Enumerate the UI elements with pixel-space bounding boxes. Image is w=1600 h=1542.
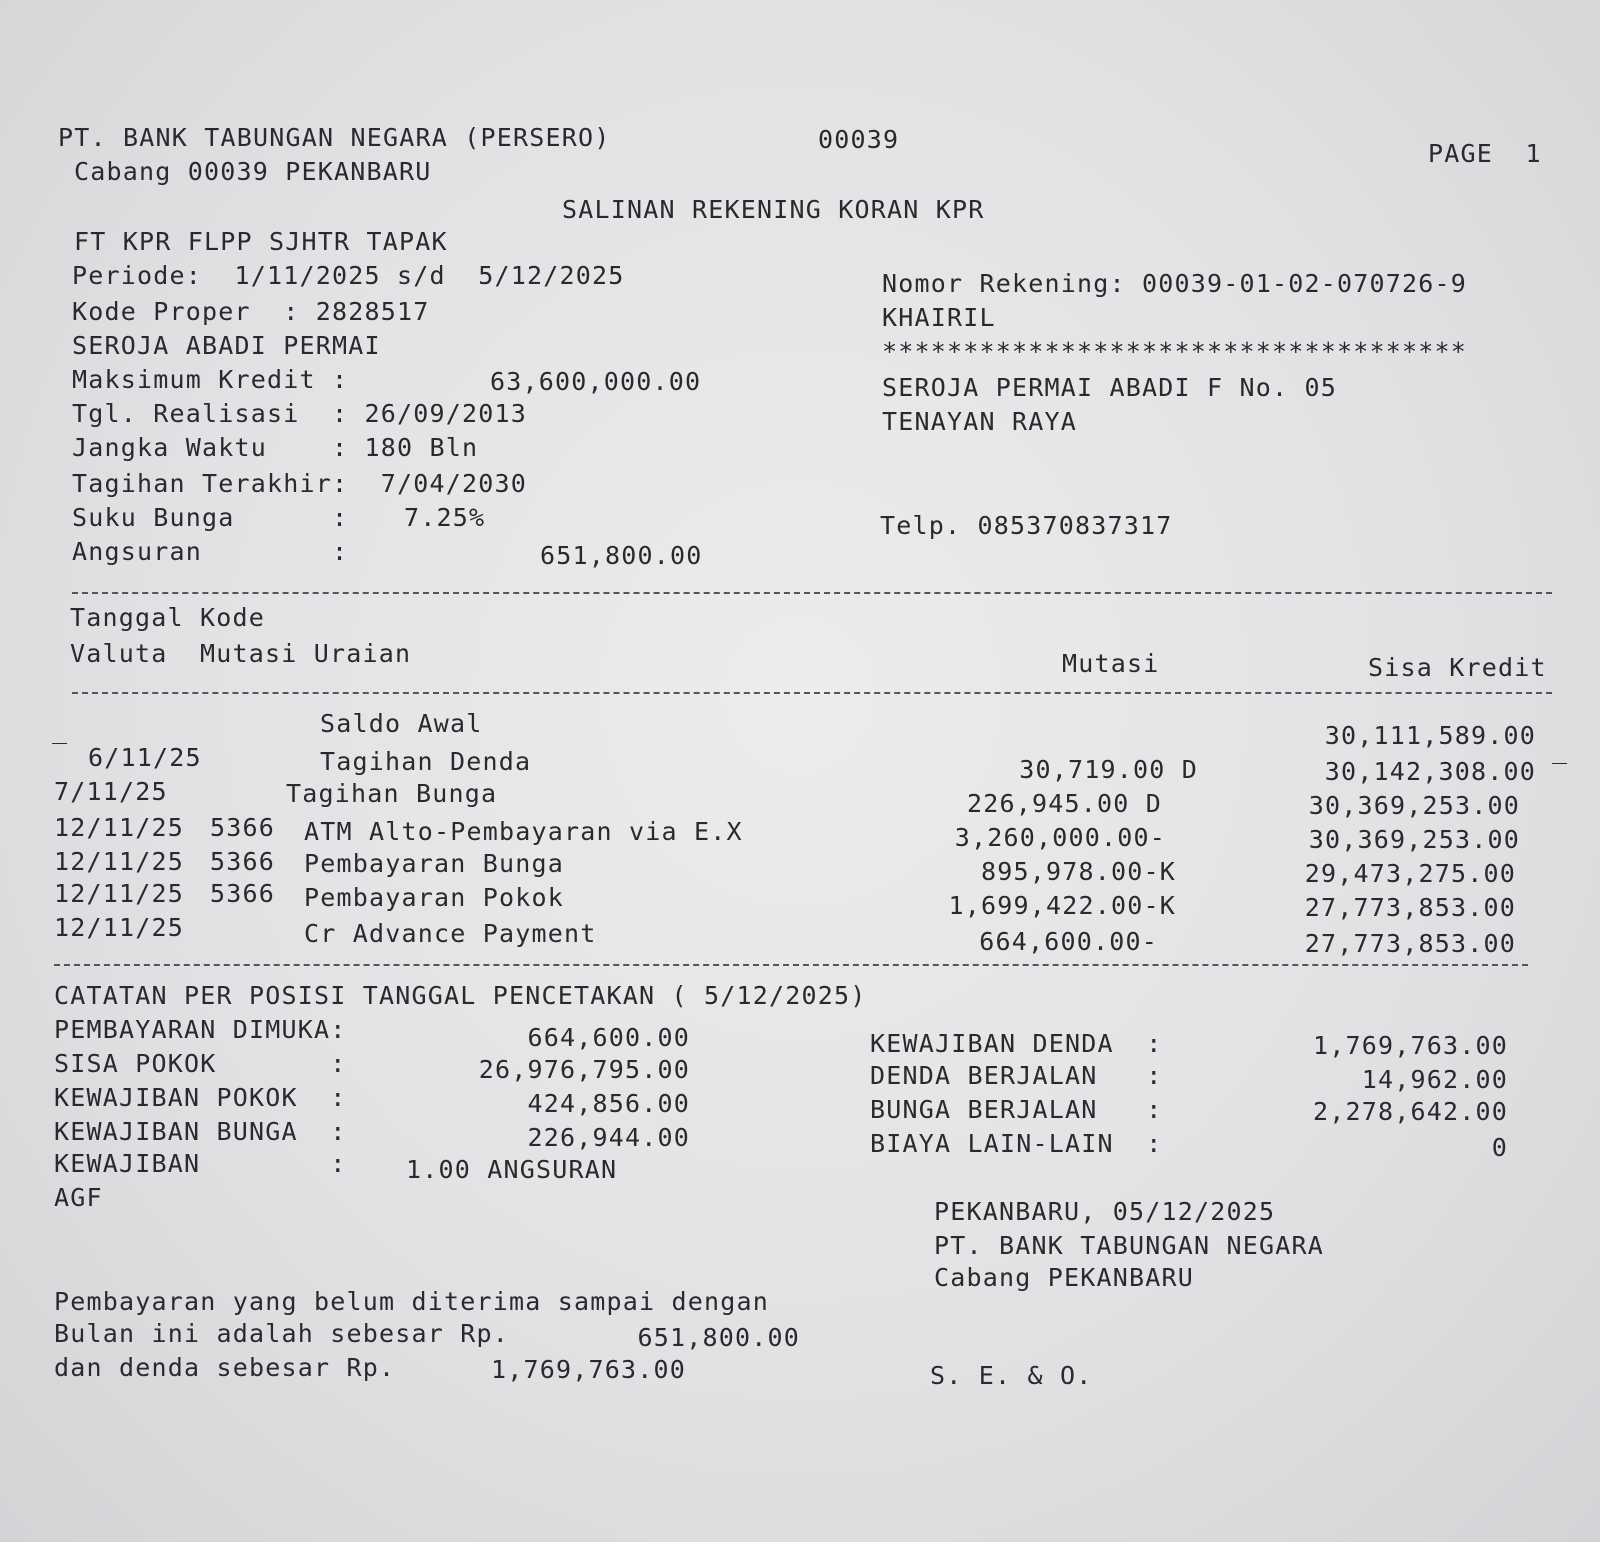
suku-bunga-value: 7.25% bbox=[404, 503, 486, 532]
transaction-sisa: 30,369,253.00 bbox=[1308, 825, 1520, 854]
bank-name: PT. BANK TABUNGAN NEGARA (PERSERO) bbox=[58, 123, 611, 152]
jangka-waktu: Jangka Waktu : 180 Bln bbox=[72, 433, 479, 462]
note-label: KEWAJIBAN DENDA : bbox=[870, 1029, 1163, 1058]
transaction-sisa: 30,142,308.00 bbox=[1324, 757, 1536, 786]
note-value: 226,944.00 bbox=[527, 1123, 690, 1152]
transaction-date: 6/11/25 bbox=[88, 743, 202, 772]
footer-line-2-label: Bulan ini adalah sebesar Rp. bbox=[54, 1319, 510, 1348]
branch-code: 00039 bbox=[818, 125, 900, 154]
transaction-date: 12/11/25 bbox=[54, 847, 185, 876]
agf-mark: AGF bbox=[54, 1183, 103, 1212]
periode: Periode: 1/11/2025 s/d 5/12/2025 bbox=[72, 261, 625, 290]
kode-proper: Kode Proper : 2828517 bbox=[72, 297, 430, 326]
maksimum-kredit-label: Maksimum Kredit : bbox=[72, 365, 349, 394]
note-value: 2,278,642.00 bbox=[1312, 1097, 1508, 1126]
note-value: 664,600.00 bbox=[527, 1023, 690, 1052]
transaction-mutasi: 226,945.00 D bbox=[966, 789, 1162, 818]
note-label: BIAYA LAIN-LAIN : bbox=[870, 1129, 1163, 1158]
page-number: PAGE 1 bbox=[1428, 139, 1542, 168]
angsuran-value: 651,800.00 bbox=[540, 541, 703, 570]
suku-bunga-label: Suku Bunga : bbox=[72, 503, 349, 532]
customer-name: KHAIRIL bbox=[882, 303, 996, 332]
note-value: 0 bbox=[1491, 1133, 1508, 1162]
transaction-mutasi: 30,719.00 D bbox=[1019, 755, 1198, 784]
transaction-sisa: 29,473,275.00 bbox=[1304, 859, 1516, 888]
column-header-valuta-mutasi-uraian: Valuta Mutasi Uraian bbox=[70, 639, 412, 668]
transaction-desc: Tagihan Denda bbox=[320, 747, 532, 776]
note-value: 424,856.00 bbox=[527, 1089, 690, 1118]
transaction-mutasi: 895,978.00-K bbox=[980, 857, 1176, 886]
column-header-sisa-kredit: Sisa Kredit bbox=[1368, 653, 1547, 682]
transaction-mutasi: 3,260,000.00- bbox=[954, 823, 1166, 852]
transaction-date: 7/11/25 bbox=[54, 777, 168, 806]
footer-line-3-label: dan denda sebesar Rp. bbox=[54, 1353, 396, 1382]
transaction-date: 12/11/25 bbox=[54, 913, 185, 942]
note-value: 14,962.00 bbox=[1361, 1065, 1508, 1094]
divider bbox=[54, 964, 1528, 966]
divider bbox=[72, 692, 1552, 694]
transaction-desc: Cr Advance Payment bbox=[304, 919, 597, 948]
margin-mark: _ bbox=[52, 715, 69, 744]
project-name: SEROJA ABADI PERMAI bbox=[72, 331, 381, 360]
maksimum-kredit-value: 63,600,000.00 bbox=[490, 367, 702, 396]
note-value: 1,769,763.00 bbox=[1312, 1031, 1508, 1060]
transaction-desc: Saldo Awal bbox=[320, 709, 483, 738]
product-name: FT KPR FLPP SJHTR TAPAK bbox=[74, 227, 448, 256]
nomor-rekening: Nomor Rekening: 00039-01-02-070726-9 bbox=[882, 269, 1468, 298]
signature-place-date: PEKANBARU, 05/12/2025 bbox=[934, 1197, 1276, 1226]
tgl-realisasi: Tgl. Realisasi : 26/09/2013 bbox=[72, 399, 528, 428]
transaction-code: 5366 bbox=[210, 879, 276, 908]
signature-bank: PT. BANK TABUNGAN NEGARA bbox=[934, 1231, 1325, 1260]
note-label: BUNGA BERJALAN : bbox=[870, 1095, 1163, 1124]
footer-line-1: Pembayaran yang belum diterima sampai dengan bbox=[54, 1287, 770, 1316]
transaction-desc: Pembayaran Bunga bbox=[304, 849, 565, 878]
angsuran-label: Angsuran : bbox=[72, 537, 349, 566]
transaction-desc: Tagihan Bunga bbox=[286, 779, 498, 808]
transaction-date: 12/11/25 bbox=[54, 879, 185, 908]
transaction-sisa: 30,111,589.00 bbox=[1324, 721, 1536, 750]
transaction-mutasi: 1,699,422.00-K bbox=[948, 891, 1176, 920]
transaction-desc: ATM Alto-Pembayaran via E.X bbox=[304, 817, 743, 846]
note-label: DENDA BERJALAN : bbox=[870, 1061, 1163, 1090]
footer-line-3-value: 1,769,763.00 bbox=[490, 1355, 686, 1384]
masked-line: ************************************ bbox=[882, 337, 1468, 366]
transaction-desc: Pembayaran Pokok bbox=[304, 883, 565, 912]
document-title: SALINAN REKENING KORAN KPR bbox=[562, 195, 985, 224]
seo-mark: S. E. & O. bbox=[930, 1361, 1093, 1390]
footer-line-2-value: 651,800.00 bbox=[637, 1323, 800, 1352]
transaction-sisa: 27,773,853.00 bbox=[1304, 929, 1516, 958]
note-label: SISA POKOK : bbox=[54, 1049, 347, 1078]
note-label: KEWAJIBAN BUNGA : bbox=[54, 1117, 347, 1146]
column-header-mutasi: Mutasi bbox=[1062, 649, 1160, 678]
divider bbox=[72, 592, 1552, 594]
transaction-sisa: 30,369,253.00 bbox=[1308, 791, 1520, 820]
margin-mark: _ bbox=[1552, 735, 1569, 764]
branch-name: Cabang 00039 PEKANBARU bbox=[74, 157, 432, 186]
transaction-mutasi: 664,600.00- bbox=[979, 927, 1158, 956]
signature-branch: Cabang PEKANBARU bbox=[934, 1263, 1195, 1292]
tagihan-terakhir: Tagihan Terakhir: 7/04/2030 bbox=[72, 469, 528, 498]
note-label: KEWAJIBAN : bbox=[54, 1149, 347, 1178]
note-label: KEWAJIBAN POKOK : bbox=[54, 1083, 347, 1112]
transaction-date: 12/11/25 bbox=[54, 813, 185, 842]
phone: Telp. 085370837317 bbox=[880, 511, 1173, 540]
note-label: PEMBAYARAN DIMUKA: bbox=[54, 1015, 347, 1044]
note-value: 1.00 ANGSURAN bbox=[406, 1155, 618, 1184]
notes-title: CATATAN PER POSISI TANGGAL PENCETAKAN ( 5/12/2025) bbox=[54, 981, 867, 1010]
address-line-2: TENAYAN RAYA bbox=[882, 407, 1078, 436]
transaction-code: 5366 bbox=[210, 813, 276, 842]
transaction-sisa: 27,773,853.00 bbox=[1304, 893, 1516, 922]
address-line-1: SEROJA PERMAI ABADI F No. 05 bbox=[882, 373, 1338, 402]
transaction-code: 5366 bbox=[210, 847, 276, 876]
column-header-tanggal-kode: Tanggal Kode bbox=[70, 603, 266, 632]
note-value: 26,976,795.00 bbox=[478, 1055, 690, 1084]
